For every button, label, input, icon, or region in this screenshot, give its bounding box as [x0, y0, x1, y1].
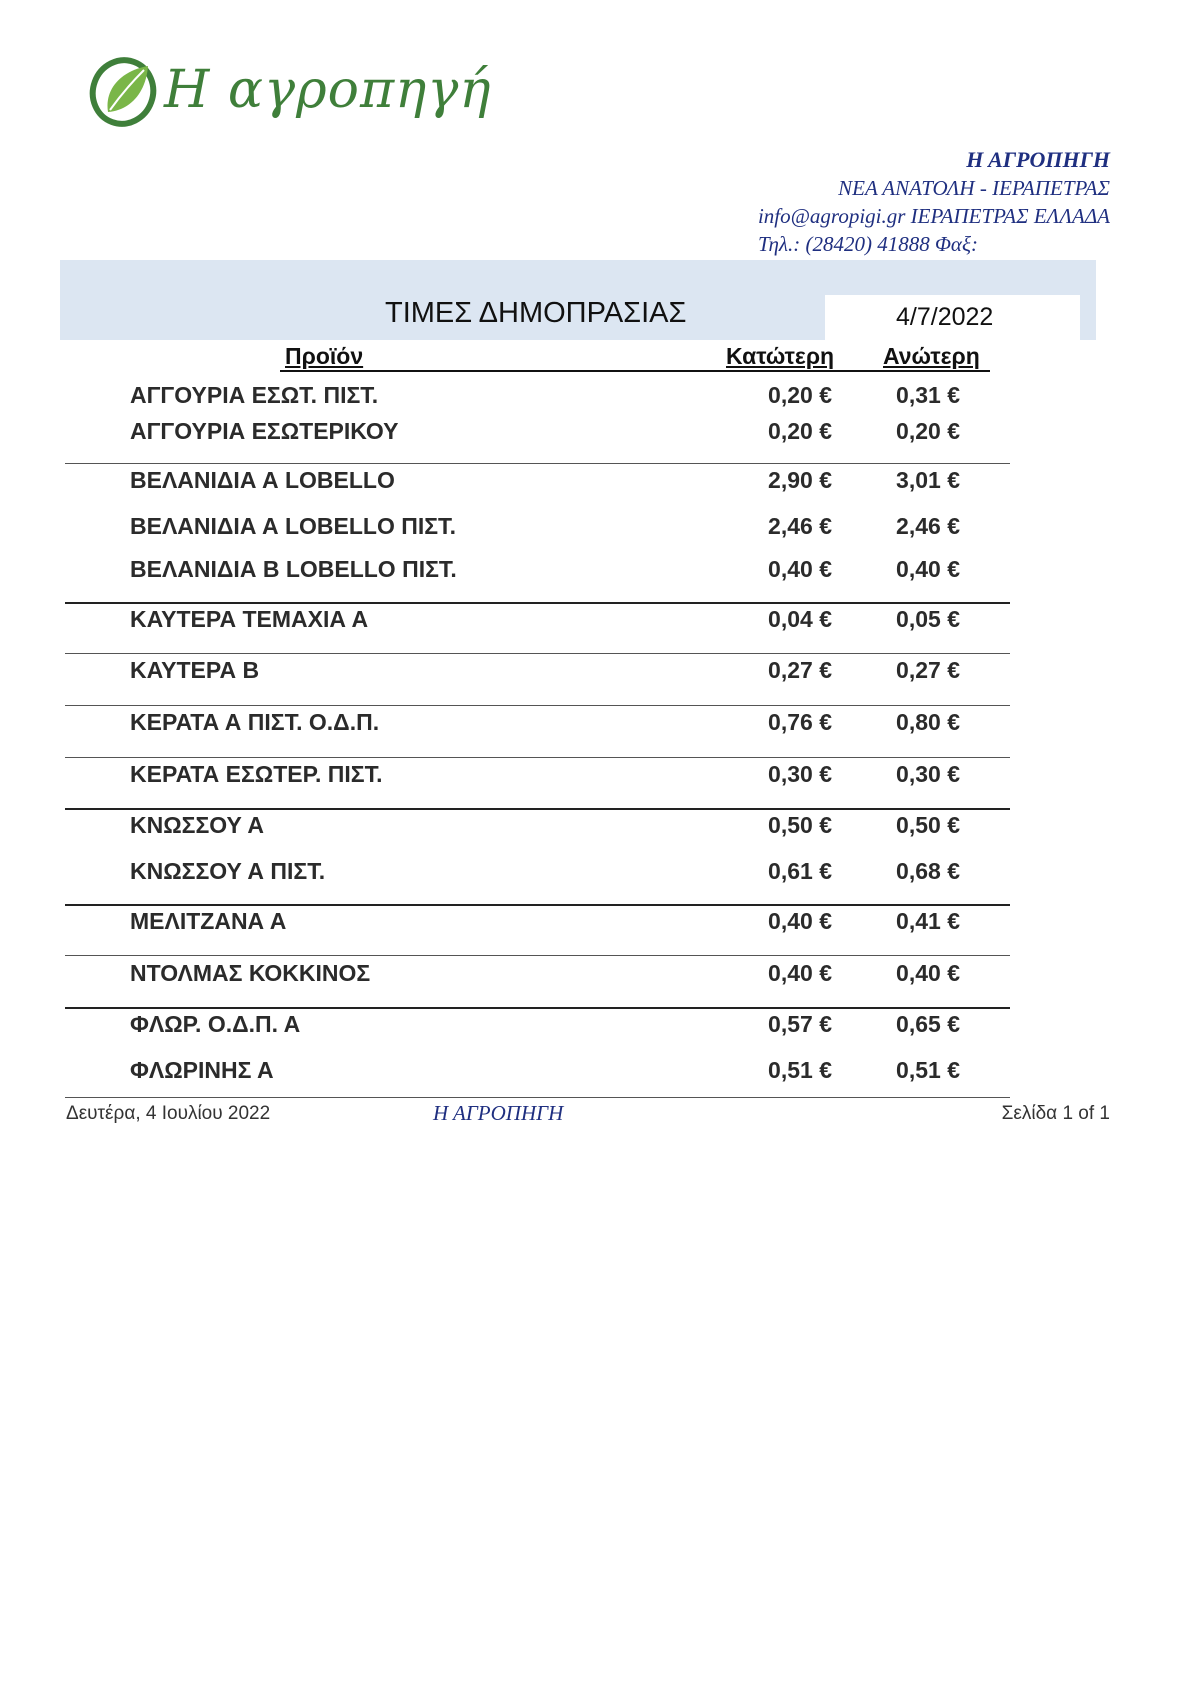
company-phone: Τηλ.: (28420) 41888 Φαξ: [757, 232, 978, 256]
product-name: ΝΤΟΛΜΑΣ ΚΟΚΚΙΝΟΣ [130, 960, 371, 986]
high-price: 0,20 € [896, 418, 960, 444]
low-price: 0,27 € [768, 657, 832, 683]
row-separator [65, 955, 1010, 956]
table-row [0, 513, 1200, 543]
table-row [0, 812, 1200, 842]
low-price: 0,61 € [768, 858, 832, 884]
table-row [0, 709, 1200, 739]
company-name: Η ΑΓΡΟΠΗΓΗ [966, 147, 1110, 172]
product-name: ΦΛΩΡΙΝΗΣ Α [130, 1057, 274, 1083]
product-name: ΑΓΓΟΥΡΙΑ ΕΣΩΤ. ΠΙΣΤ. [130, 382, 379, 408]
table-row [0, 467, 1200, 497]
low-price: 0,20 € [768, 418, 832, 444]
product-name: ΚΕΡΑΤΑ Α ΠΙΣΤ. Ο.Δ.Π. [130, 709, 380, 735]
low-price: 0,30 € [768, 761, 832, 787]
logo-text: Η αγροπηγή [164, 60, 492, 120]
high-price: 0,80 € [896, 709, 960, 735]
table-row [0, 382, 1200, 412]
report-title: ΤΙΜΕΣ ΔΗΜΟΠΡΑΣΙΑΣ [385, 297, 687, 329]
low-price: 0,51 € [768, 1057, 832, 1083]
product-name: ΦΛΩΡ. Ο.Δ.Π. Α [130, 1011, 301, 1037]
product-name: ΚΝΩΣΣΟΥ Α [130, 812, 265, 838]
row-separator [65, 653, 1010, 654]
table-row [0, 1011, 1200, 1041]
table-row [0, 1057, 1200, 1087]
table-row [0, 606, 1200, 636]
high-price: 0,05 € [896, 606, 960, 632]
low-price: 0,40 € [768, 556, 832, 582]
low-price: 0,50 € [768, 812, 832, 838]
header-product: Προϊόν [285, 343, 364, 369]
high-price: 0,65 € [896, 1011, 960, 1037]
product-name: ΚΑΥΤΕΡΑ ΤΕΜΑΧΙΑ Α [130, 606, 369, 632]
table-row [0, 657, 1200, 687]
high-price: 0,30 € [896, 761, 960, 787]
product-name: ΚΑΥΤΕΡΑ Β [130, 657, 260, 683]
row-separator [65, 463, 1010, 464]
header-underline [280, 370, 990, 372]
row-separator [65, 1007, 1010, 1009]
row-separator [65, 904, 1010, 906]
product-name: ΚΕΡΑΤΑ ΕΣΩΤΕΡ. ΠΙΣΤ. [130, 761, 383, 787]
row-separator [65, 705, 1010, 706]
product-name: ΒΕΛΑΝΙΔΙΑ Α LOBELLO [130, 467, 395, 493]
low-price: 0,04 € [768, 606, 832, 632]
low-price: 0,57 € [768, 1011, 832, 1037]
table-row [0, 761, 1200, 791]
table-row [0, 858, 1200, 888]
high-price: 0,40 € [896, 960, 960, 986]
row-separator [65, 757, 1010, 758]
company-logo [86, 52, 492, 142]
footer-company: Η ΑΓΡΟΠΗΓΗ [433, 1101, 564, 1125]
product-name: ΒΕΛΑΝΙΔΙΑ Β LOBELLO ΠΙΣΤ. [130, 556, 457, 582]
company-email: info@agropigi.gr ΙΕΡΑΠΕΤΡΑΣ ΕΛΛΑΔΑ [757, 204, 1110, 228]
high-price: 0,27 € [896, 657, 960, 683]
report-date: 4/7/2022 [896, 303, 994, 331]
product-name: ΒΕΛΑΝΙΔΙΑ Α LOBELLO ΠΙΣΤ. [130, 513, 456, 539]
table-row [0, 556, 1200, 586]
low-price: 0,40 € [768, 960, 832, 986]
low-price: 0,40 € [768, 908, 832, 934]
header-low: Κατώτερη [726, 343, 835, 369]
product-name: ΑΓΓΟΥΡΙΑ ΕΣΩΤΕΡΙΚΟΥ [130, 418, 399, 444]
row-separator [65, 602, 1010, 604]
low-price: 2,46 € [768, 513, 832, 539]
high-price: 0,31 € [896, 382, 960, 408]
footer-date: Δευτέρα, 4 Ιουλίου 2022 [66, 1103, 271, 1124]
high-price: 0,41 € [896, 908, 960, 934]
company-info [758, 146, 1110, 258]
low-price: 0,20 € [768, 382, 832, 408]
product-name: ΜΕΛΙΤΖΑΝΑ Α [130, 908, 287, 934]
footer-separator [65, 1097, 1010, 1098]
high-price: 2,46 € [896, 513, 960, 539]
company-address: ΝΕΑ ΑΝΑΤΟΛΗ - ΙΕΡΑΠΕΤΡΑΣ [838, 176, 1110, 200]
table-row [0, 418, 1200, 448]
product-name: ΚΝΩΣΣΟΥ Α ΠΙΣΤ. [130, 858, 326, 884]
table-row [0, 908, 1200, 938]
leaf-icon [86, 52, 161, 130]
footer-page: Σελίδα 1 of 1 [1001, 1103, 1110, 1124]
high-price: 0,51 € [896, 1057, 960, 1083]
row-separator [65, 808, 1010, 810]
high-price: 0,50 € [896, 812, 960, 838]
high-price: 3,01 € [896, 467, 960, 493]
high-price: 0,68 € [896, 858, 960, 884]
high-price: 0,40 € [896, 556, 960, 582]
low-price: 2,90 € [768, 467, 832, 493]
header-high: Ανώτερη [883, 343, 980, 369]
low-price: 0,76 € [768, 709, 832, 735]
table-row [0, 960, 1200, 990]
